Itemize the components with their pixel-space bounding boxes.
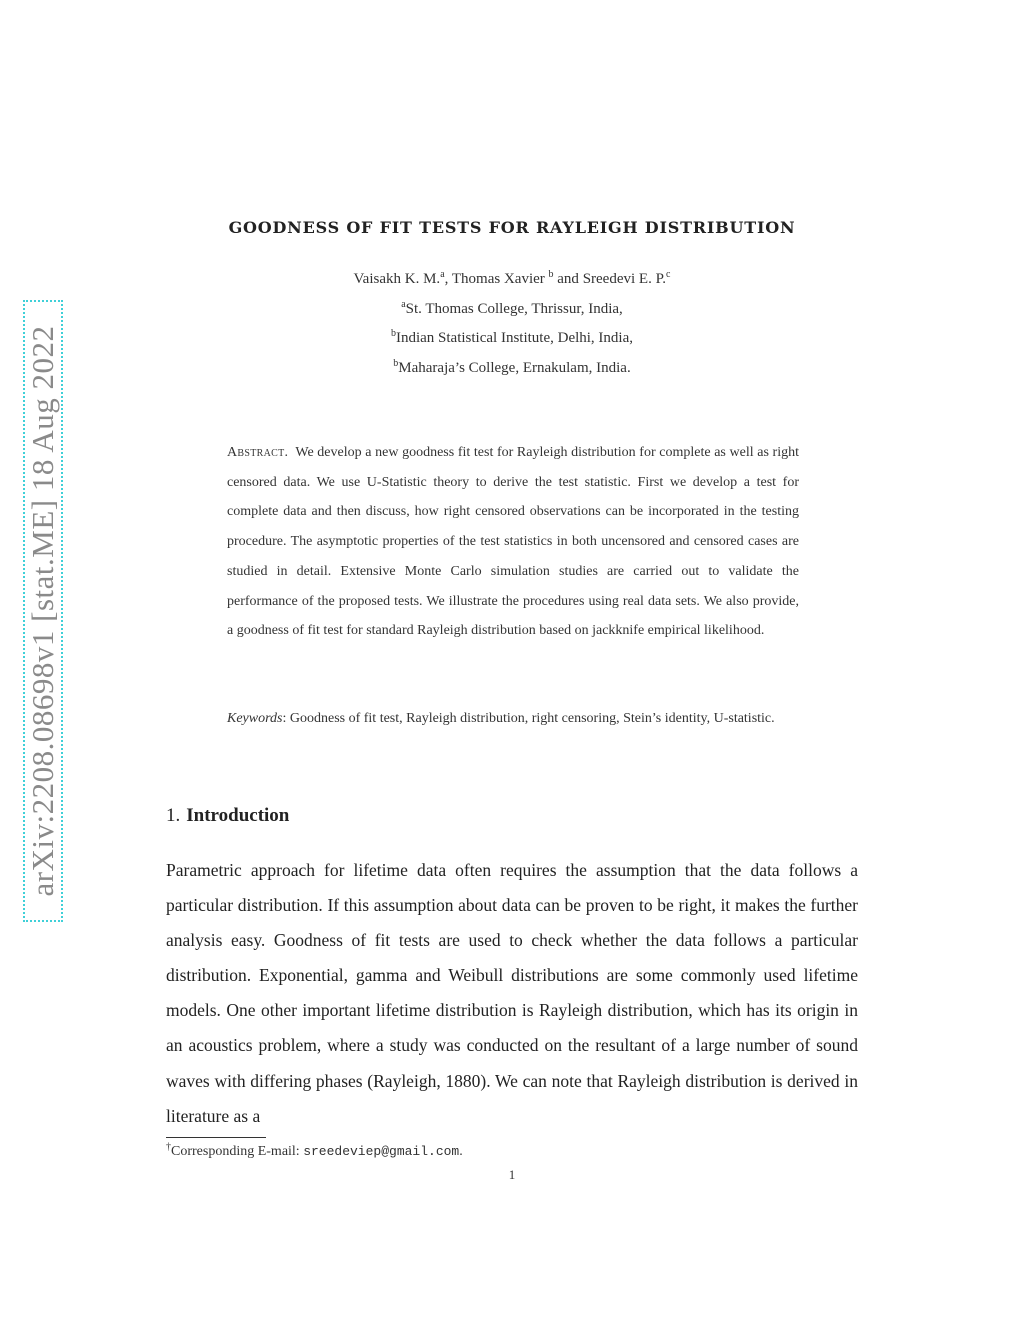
- footnote-end: .: [459, 1144, 463, 1159]
- section-heading: [166, 805, 289, 827]
- affiliation-text: Maharaja’s College, Ernakulam, India.: [398, 360, 631, 376]
- paper-title: GOODNESS OF FIT TESTS FOR RAYLEIGH DISTRIBUTION: [228, 218, 796, 237]
- author-3-mark: c: [666, 269, 671, 280]
- abstract: [227, 438, 799, 646]
- author-1-name: Vaisakh K. M.: [353, 271, 441, 287]
- page-number: 1: [508, 1167, 516, 1182]
- author-1-mark: a: [440, 269, 445, 280]
- arxiv-identifier-text: arXiv:2208.08698v1 [stat.ME] 18 Aug 2022: [25, 325, 60, 897]
- footnote-label: Corresponding E-mail:: [171, 1144, 304, 1159]
- section-title: Introduction: [186, 805, 290, 826]
- keywords: [227, 704, 799, 734]
- author-line: [0, 271, 1024, 288]
- affiliation-text: Indian Statistical Institute, Delhi, India,: [395, 330, 634, 346]
- footnote-mark: †: [166, 1141, 171, 1153]
- abstract-text: We develop a new goodness fit test for Rayleigh distribution for complete as well as right censored data. We use U-Statistic theory to derive the test statistic. First we develop a test for complete data and then discuss, how right censored observations can be incorporated in the testing procedure. The asymptotic properties of the test statistics in both uncensored and censored cases are studied in detail. Extensive Monte Carlo simulation studies are carried out to validate the performance of the proposed tests. We illustrate the procedures using real data sets. We also provide, a goodness of fit test for standard Rayleigh distribution based on jackknife empirical likelihood.: [227, 445, 800, 639]
- author-separator: ,: [444, 271, 452, 287]
- affiliation-line: [0, 330, 1024, 347]
- footnote-email: sreedeviep@gmail.com: [303, 1144, 460, 1159]
- affiliation-mark: a: [401, 299, 406, 310]
- author-3-name: Sreedevi E. P.: [582, 271, 667, 287]
- author-2-name: Thomas Xavier: [451, 271, 549, 287]
- introduction-paragraph: Parametric approach for lifetime data often requires the assumption that the data follows a particular distribution. If this assumption about data can be proven to be right, it makes the further analysis easy. Goodness of fit tests are used to check whether the data follows a particular distribution. Exponential, gamma and Weibull distributions are some commonly used lifetime models. One other important lifetime distribution is Rayleigh distribution, which has its origin in an acoustics problem, where a study was conducted on the resultant of a large number of sound waves with differing phases (Rayleigh, 1880). We can note that Rayleigh distribution is derived in literature as a: [166, 860, 858, 1126]
- abstract-label: Abstract.: [227, 445, 289, 460]
- author-separator: and: [553, 271, 583, 287]
- keywords-label: Keywords: [227, 711, 283, 726]
- affiliation-mark: b: [390, 328, 396, 339]
- author-2-mark: b: [548, 269, 554, 280]
- keywords-text: : Goodness of fit test, Rayleigh distribution, right censoring, Stein’s identity, U-statistic.: [282, 711, 775, 726]
- footnote-divider: [166, 1137, 266, 1138]
- footnote: [166, 1141, 463, 1160]
- affiliation-text: St. Thomas College, Thrissur, India,: [405, 301, 623, 317]
- arxiv-identifier-stamp: [23, 300, 63, 922]
- affiliation-line: [0, 301, 1024, 318]
- affiliation-mark: b: [393, 358, 399, 369]
- affiliation-line: [0, 360, 1024, 377]
- section-number: 1.: [166, 805, 181, 826]
